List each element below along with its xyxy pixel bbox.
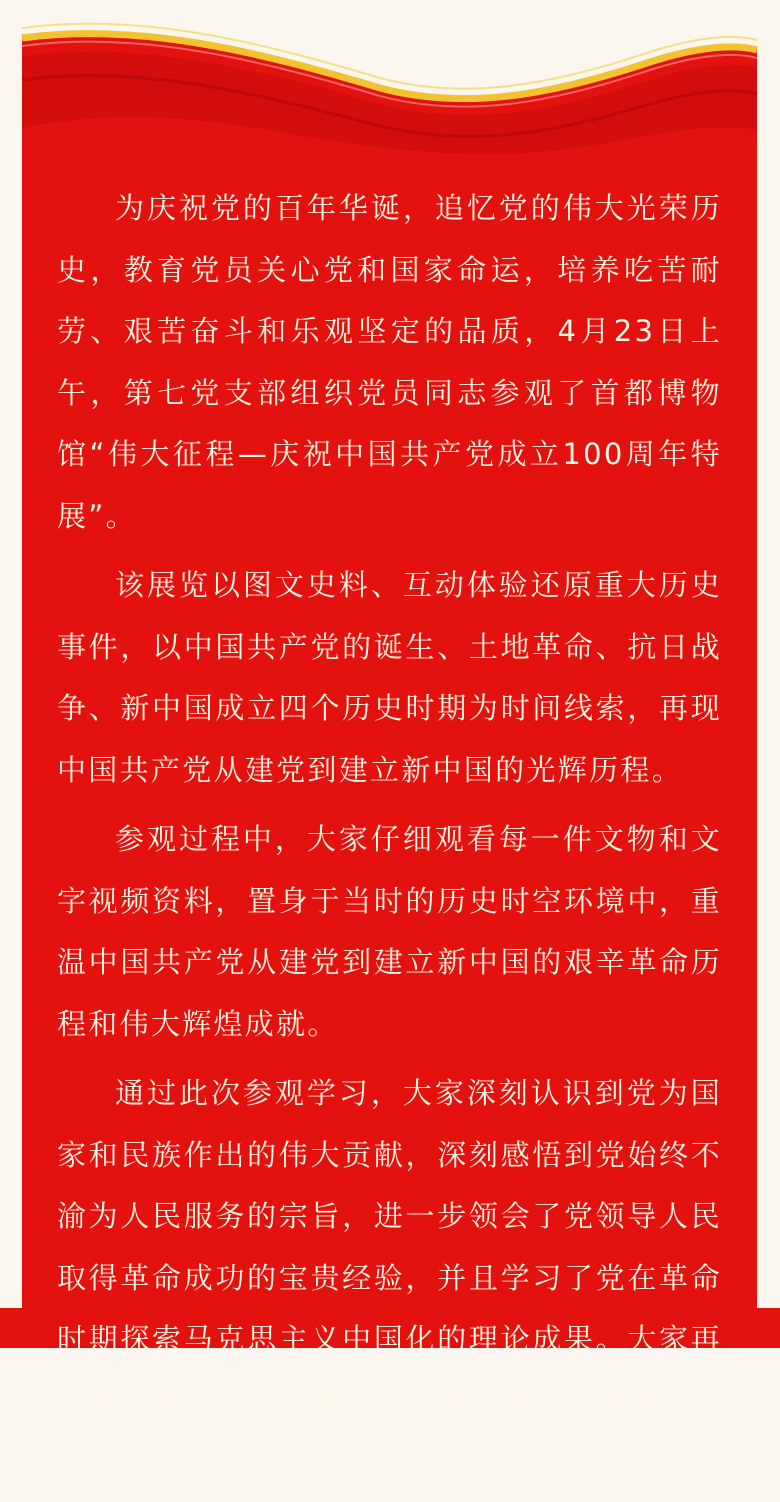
paragraph-3: 参观过程中，大家仔细观看每一件文物和文字视频资料，置身于当时的历史时空环境中，重温中国共产党从建党到建立新中国的艰辛革命历程和伟大辉煌成就。 (57, 822, 722, 1041)
paragraph-1: 为庆祝党的百年华诞，追忆党的伟大光荣历史，教育党员关心党和国家命运，培养吃苦耐劳、艰苦奋斗和乐观坚定的品质，4月23日上午，第七党支部组织党员同志参观了首都博物馆“伟大征程—庆祝中国共产党成立100周年特展”。 (57, 191, 722, 533)
paragraph-4: 通过此次参观学习，大家深刻认识到党为国家和民族作出的伟大贡献，深刻感悟到党始终不渝为人民服务的宗旨，进一步领会了党领导人民取得革命成功的宝贵经验，并且学习了党在革命时期探索马克思主义中国化的理论成果。大家再一次坚定了自己的信念，为今后的工作增添了动力。 (57, 1076, 722, 1479)
paragraph-2: 该展览以图文史料、互动体验还原重大历史事件，以中国共产党的诞生、土地革命、抗日战争、新中国成立四个历史时期为时间线索，再现中国共产党从建党到建立新中国的光辉历程。 (57, 568, 722, 787)
article-body (57, 178, 722, 1502)
red-ribbon-wave-decoration (0, 0, 780, 170)
